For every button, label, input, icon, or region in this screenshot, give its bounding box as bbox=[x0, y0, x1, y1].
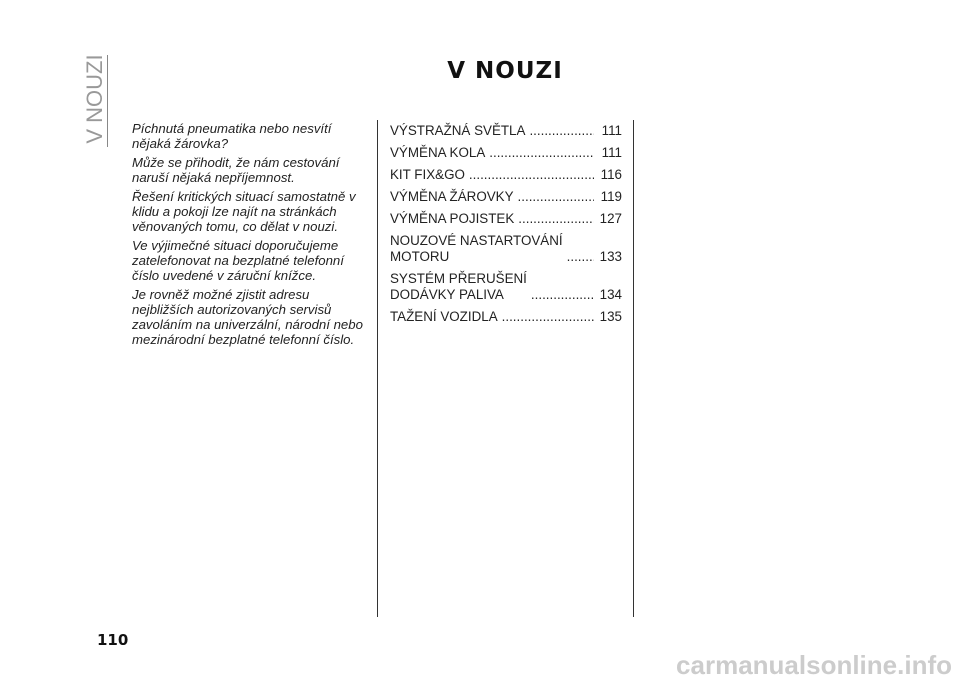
toc-item[interactable] bbox=[390, 123, 622, 139]
page-number: 110 bbox=[97, 631, 129, 649]
toc-page: 134 bbox=[599, 287, 622, 302]
toc-item[interactable] bbox=[390, 309, 622, 325]
toc-leader bbox=[502, 309, 594, 325]
toc-label: TAŽENÍ VOZIDLA bbox=[390, 309, 498, 324]
toc-leader bbox=[529, 123, 594, 139]
toc-item[interactable] bbox=[390, 145, 622, 161]
toc-leader bbox=[567, 249, 594, 265]
toc-page: 133 bbox=[599, 249, 622, 264]
column-divider bbox=[377, 120, 378, 617]
toc-label: VÝMĚNA KOLA bbox=[390, 145, 486, 160]
side-tab-divider bbox=[107, 55, 108, 147]
intro-paragraph: Je rovněž možné zjistit adresu nejbližších autorizovaných servisů zavoláním na univerzální, národní nebo mezinárodní bezplatné telefonní číslo. bbox=[132, 287, 363, 347]
toc-page: 127 bbox=[599, 211, 622, 226]
toc-label: VÝMĚNA POJISTEK bbox=[390, 211, 515, 226]
table-of-contents bbox=[390, 123, 622, 331]
page-title: V NOUZI bbox=[447, 58, 563, 84]
toc-page: 135 bbox=[599, 309, 622, 324]
toc-item[interactable] bbox=[390, 211, 622, 227]
watermark: carmanualsonline.info bbox=[676, 650, 952, 680]
toc-label: VÝMĚNA ŽÁROVKY bbox=[390, 189, 514, 204]
toc-item[interactable] bbox=[390, 233, 622, 265]
intro-paragraph: Píchnutá pneumatika nebo nesvítí nějaká žárovka? bbox=[132, 121, 332, 151]
toc-label: NOUZOVÉ NASTARTOVÁNÍ MOTORU bbox=[390, 233, 563, 264]
toc-page: 116 bbox=[600, 167, 622, 182]
toc-page: 119 bbox=[600, 189, 622, 204]
intro-paragraph: Řešení kritických situací samostatně v klidu a pokoji lze najít na stránkách věnovaných tomu, co dělat v nouzi. bbox=[132, 189, 356, 234]
toc-leader bbox=[531, 287, 594, 303]
toc-label: SYSTÉM PŘERUŠENÍ DODÁVKY PALIVA bbox=[390, 271, 527, 302]
toc-leader bbox=[518, 189, 594, 205]
toc-item[interactable] bbox=[390, 189, 622, 205]
side-tab bbox=[84, 55, 106, 143]
toc-leader bbox=[489, 145, 594, 161]
toc-page: 111 bbox=[601, 145, 622, 160]
column-divider bbox=[633, 120, 634, 617]
toc-leader bbox=[518, 211, 594, 227]
toc-item[interactable] bbox=[390, 271, 622, 303]
side-tab-label: V NOUZI bbox=[82, 54, 107, 144]
intro-paragraph: Může se přihodit, že nám cestování naruší nějaká nepříjemnost. bbox=[132, 155, 340, 185]
toc-leader bbox=[469, 167, 594, 183]
toc-page: 111 bbox=[601, 123, 622, 138]
intro-paragraph: Ve výjimečné situaci doporučujeme zatelefonovat na bezplatné telefonní číslo uvedené v záruční knížce. bbox=[132, 238, 344, 283]
toc-item[interactable] bbox=[390, 167, 622, 183]
intro-text bbox=[132, 121, 372, 351]
toc-label: KIT FIX&GO bbox=[390, 167, 465, 182]
toc-label: VÝSTRAŽNÁ SVĚTLA bbox=[390, 123, 526, 138]
